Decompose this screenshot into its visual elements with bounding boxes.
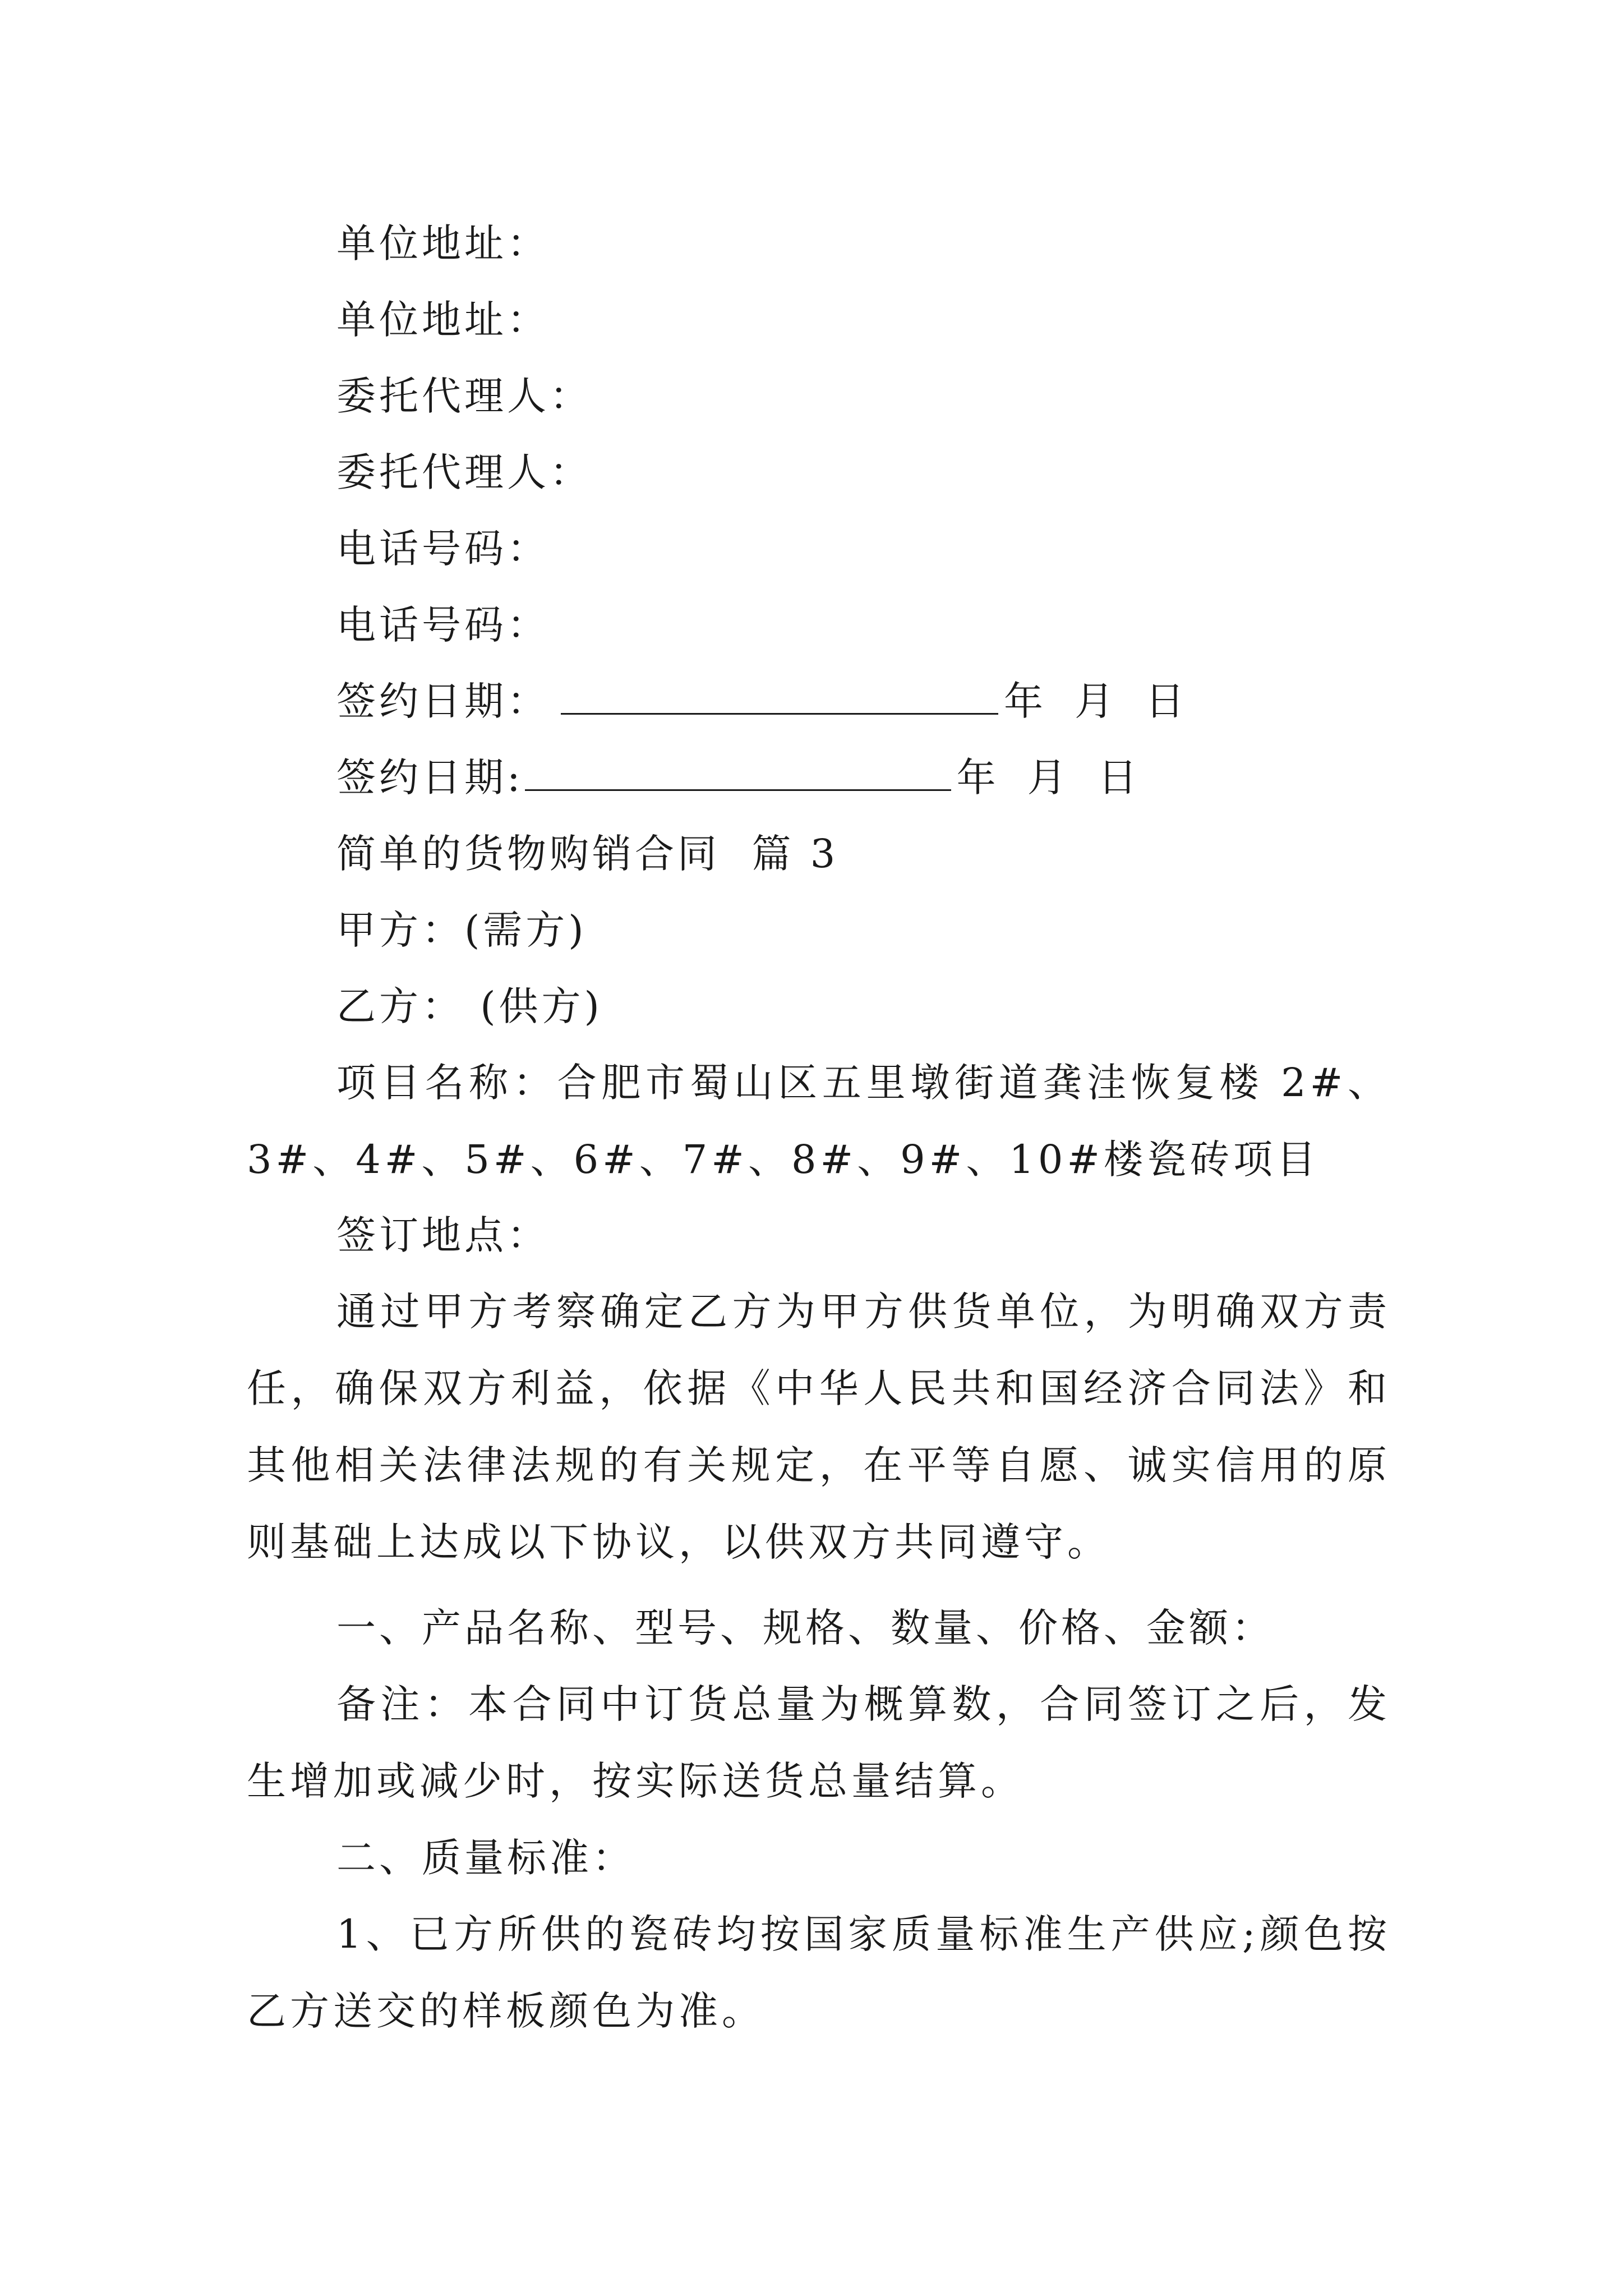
- unit-address-b: 单位地址：: [336, 297, 550, 343]
- sign-date-a-month: 月: [1075, 678, 1117, 724]
- sign-date-b-day: 日: [1098, 754, 1141, 800]
- phone-b: 电话号码：: [336, 602, 550, 648]
- party-b: 乙方： (供方): [336, 983, 603, 1029]
- note-paragraph: 备注：本合同中订货总量为概算数，合同签订之后，发生增加或减少时，按实际送货总量结算。: [247, 1681, 1391, 1804]
- sign-date-a-label: 签约日期：: [336, 678, 550, 724]
- sign-date-b-blank: [525, 754, 951, 791]
- project-name: 项目名称：合肥市蜀山区五里墩街道龚洼恢复楼 2#、3#、4#、5#、6#、7#、8#、9#、10#楼瓷砖项目: [247, 1060, 1391, 1182]
- sign-date-b-year: 年: [956, 754, 999, 800]
- item-1-paragraph: 1、已方所供的瓷砖均按国家质量标准生产供应;颜色按乙方送交的样板颜色为准。: [247, 1911, 1391, 2034]
- sign-date-a-blank: [561, 678, 998, 715]
- sign-date-a-year: 年: [1004, 678, 1046, 724]
- sign-date-b-label: 签约日期:: [336, 754, 524, 800]
- unit-address-a: 单位地址：: [336, 220, 550, 266]
- clause-2-heading: 二、质量标准：: [336, 1835, 635, 1881]
- sign-date-b: [336, 749, 1141, 806]
- sign-date-a-day: 日: [1145, 678, 1188, 724]
- intro-paragraph: 通过甲方考察确定乙方为甲方供货单位，为明确双方责任，确保双方利益，依据《中华人民共和国经济合同法》和其他相关法律法规的有关规定，在平等自愿、诚实信用的原则基础上达成以下协议，以供双方共同遵守。: [247, 1289, 1391, 1565]
- phone-a: 电话号码：: [336, 526, 550, 572]
- agent-a: 委托代理人：: [336, 373, 592, 419]
- party-a: 甲方：(需方): [336, 907, 587, 953]
- sign-date-a: [336, 673, 1188, 729]
- sign-place: 签订地点：: [336, 1212, 550, 1258]
- sign-date-b-month: 月: [1027, 754, 1070, 800]
- clause-1-heading: 一、产品名称、型号、规格、数量、价格、金额：: [336, 1605, 1274, 1651]
- section-title: 简单的货物购销合同 篇 3: [336, 831, 839, 877]
- agent-b: 委托代理人：: [336, 449, 592, 495]
